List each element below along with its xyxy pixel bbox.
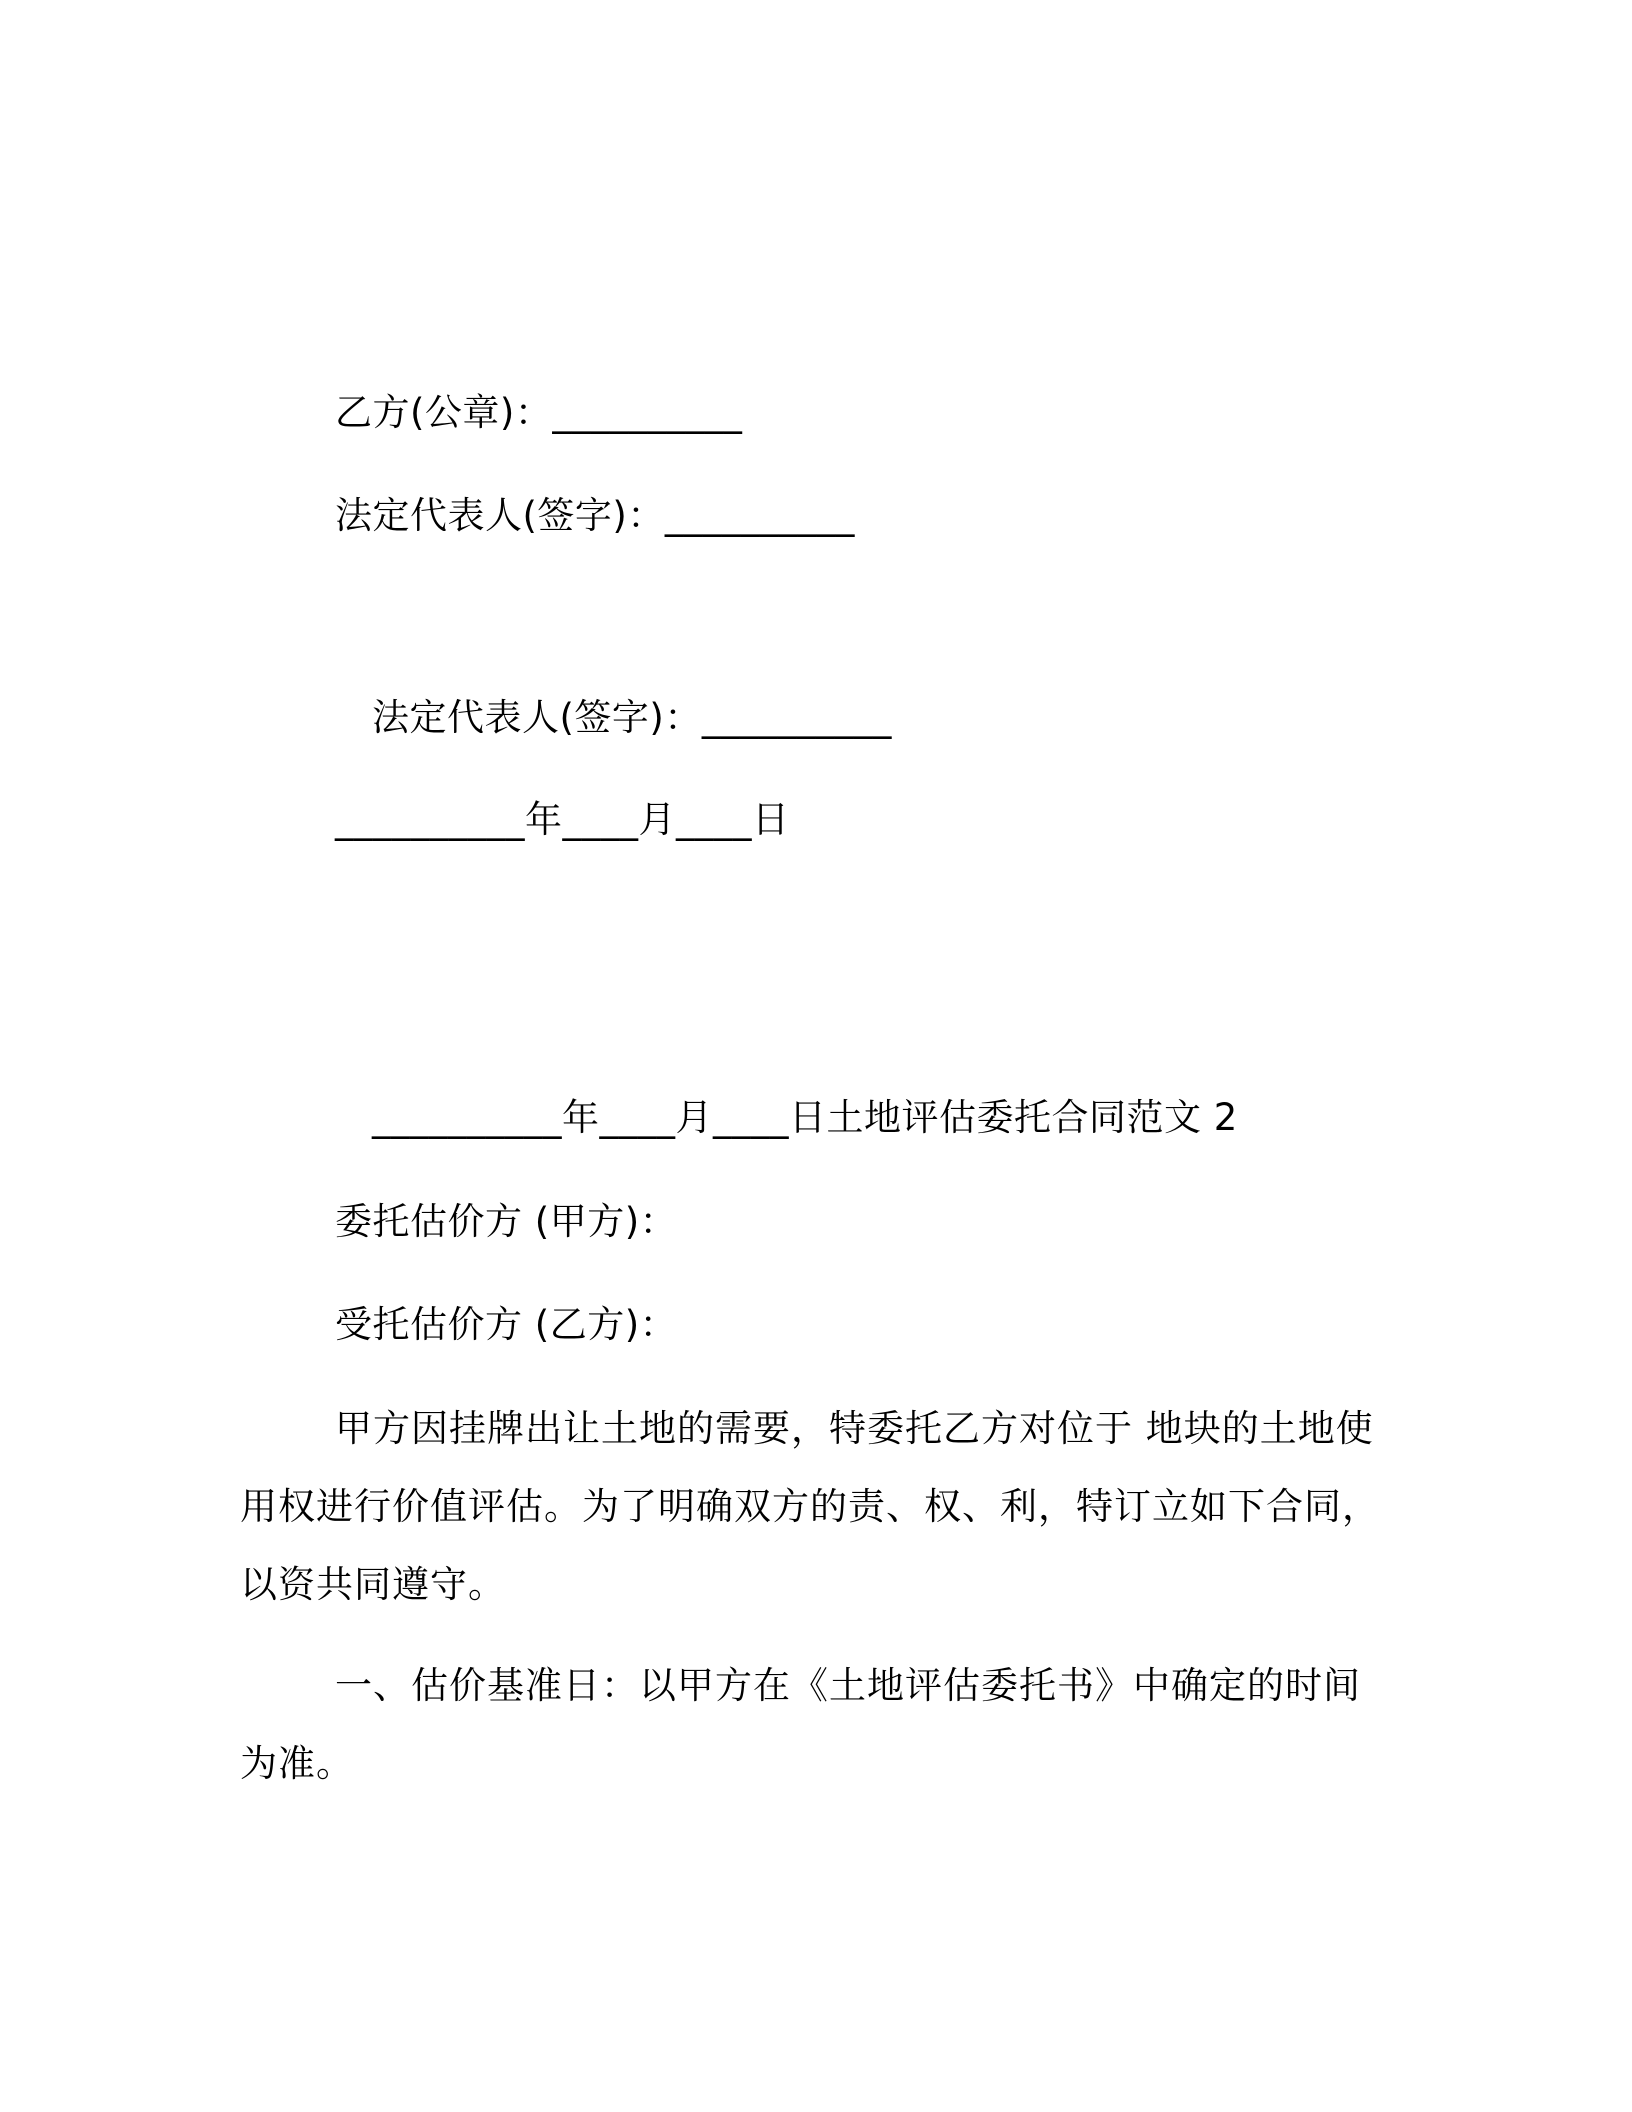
intro-paragraph: 甲方因挂牌出让土地的需要，特委托乙方对位于 地块的土地使用权进行价值评估。为了明确双方的责、权、利，特订立如下合同，以资共同遵守。 <box>240 1407 1380 1606</box>
party-b-seal-line: 乙方(公章)：__________ <box>335 391 743 434</box>
contract-title-line: __________年____月____日土地评估委托合同范文 2 <box>372 1096 1238 1139</box>
signature-date-line: __________年____月____日 <box>335 798 790 841</box>
party-b-line: 受托估价方 (乙方)： <box>335 1303 678 1346</box>
legal-representative-line-2: 法定代表人(签字)：__________ <box>372 696 892 739</box>
party-a-line: 委托估价方 (甲方)： <box>335 1200 678 1243</box>
clause-1-paragraph: 一、估价基准日：以甲方在《土地评估委托书》中确定的时间为准。 <box>240 1664 1361 1785</box>
legal-representative-line-1: 法定代表人(签字)：__________ <box>335 494 855 537</box>
